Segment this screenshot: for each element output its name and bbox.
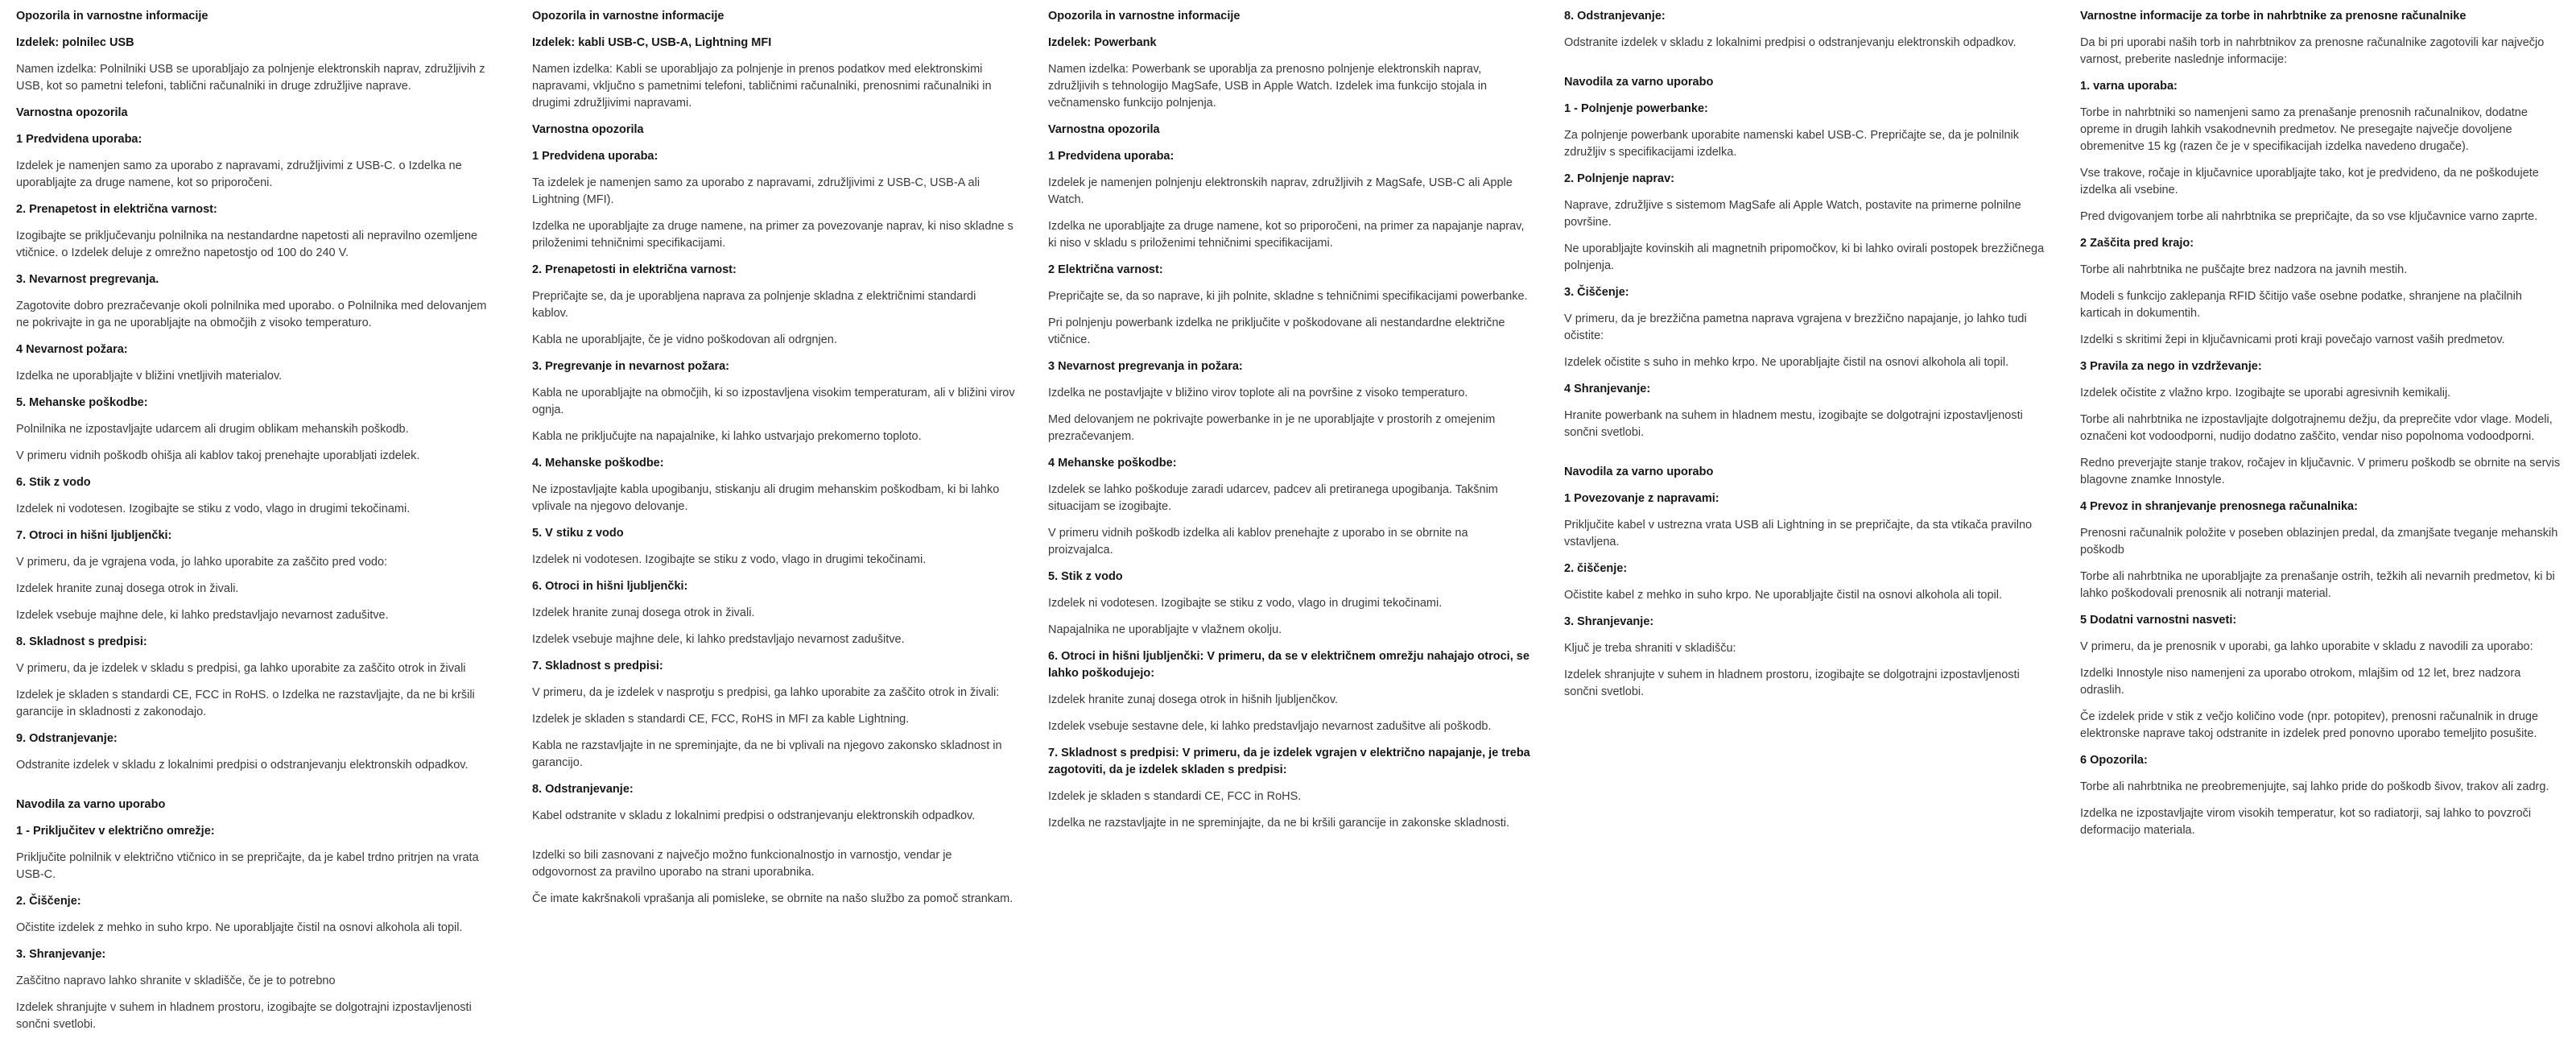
spacer — [16, 784, 499, 797]
section-heading: Navodila za varno uporabo — [16, 798, 166, 811]
section-heading: 2. čiščenje: — [1564, 562, 1628, 575]
paragraph: Izdelek shranjujte v suhem in hladnem prostoru, izogibajte se dolgotrajni izpostavljenosti sončni svetlobi. — [1564, 668, 2020, 698]
section-heading: 3 Pravila za nego in vzdrževanje: — [2080, 360, 2262, 373]
paragraph: Ta izdelek je namenjen samo za uporabo z napravami, združljivimi z USB-C, USB-A ali Lightning (MFI). — [532, 176, 980, 206]
section-heading: Izdelek: polnilec USB — [16, 36, 134, 49]
paragraph: Namen izdelka: Kabli se uporabljajo za polnjenje in prenos podatkov med elektronskimi napravami, vključno s pametnimi telefoni, tabličnimi računalniki, prenosnimi računalniki in drugimi združljivimi napravami. — [532, 63, 992, 110]
paragraph: Izdelka ne uporabljajte za druge namene, na primer za povezovanje naprav, ki niso skladne s priloženimi tehničnimi specifikacijami. — [532, 220, 1013, 250]
paragraph: Zagotovite dobro prezračevanje okoli polnilnika med uporabo. o Polnilnika med delovanjem ne pokrivajte in ga ne uporabljajte na območjih z visoko temperaturo. — [16, 300, 487, 329]
spacer — [1564, 61, 2047, 74]
paragraph: Izdelek vsebuje majhne dele, ki lahko predstavljajo nevarnost zadušitve. — [532, 633, 905, 646]
section-heading: 6. Otroci in hišni ljubljenčki: V primeru, da se v električnem omrežju nahajajo otroci, se lahko poškodujejo: — [1048, 650, 1530, 680]
paragraph: Zaščitno napravo lahko shranite v skladišče, če je to potrebno — [16, 974, 336, 987]
paragraph: Priključite polnilnik v električno vtičnico in se prepričajte, da je kabel trdno pritrjen na vrata USB-C. — [16, 851, 479, 881]
section-heading: 7. Skladnost s predpisi: V primeru, da je izdelek vgrajen v električno napajanje, je treba zagotoviti, da je izdelek skladen s predpisi: — [1048, 747, 1530, 776]
section-heading: 3. Pregrevanje in nevarnost požara: — [532, 360, 729, 373]
column-usb-charger — [16, 8, 499, 1043]
paragraph: Vse trakove, ročaje in ključavnice uporabljajte tako, kot je predvideno, da ne poškodujete izdelka ali vsebine. — [2080, 167, 2539, 197]
paragraph: Torbe ali nahrbtnika ne preobremenjujte, saj lahko pride do poškodb šivov, trakov ali zadrg. — [2080, 780, 2549, 793]
paragraph: Modeli s funkcijo zaklepanja RFID ščitijo vaše osebne podatke, shranjene na plačilnih karticah in dokumentih. — [2080, 290, 2522, 320]
paragraph: Izdelki Innostyle niso namenjeni za uporabo otrokom, mlajšim od 12 let, brez nadzora odraslih. — [2080, 667, 2521, 697]
section-heading: 5. V stiku z vodo — [532, 527, 624, 540]
paragraph: Izogibajte se priključevanju polnilnika na nestandardne napetosti ali nepravilno ozemljene vtičnice. o Izdelek deluje z omrežno napetostjo od 100 do 240 V. — [16, 230, 478, 259]
section-heading: 7. Otroci in hišni ljubljenčki: — [16, 529, 172, 542]
paragraph: Če imate kakršnakoli vprašanja ali pomisleke, se obrnite na našo službo za pomoč strankam. — [532, 892, 1013, 905]
paragraph: Izdelek očistite z vlažno krpo. Izogibajte se uporabi agresivnih kemikalij. — [2080, 387, 2451, 399]
section-heading: Izdelek: kabli USB-C, USB-A, Lightning MFI — [532, 36, 772, 49]
section-heading: 3 Nevarnost pregrevanja in požara: — [1048, 360, 1243, 373]
paragraph: Polnilnika ne izpostavljajte udarcem ali drugim oblikam mehanskih poškodb. — [16, 423, 409, 436]
paragraph: Izdelka ne izpostavljajte virom visokih temperatur, kot so radiatorji, saj lahko to povzroči deformacijo materiala. — [2080, 807, 2532, 837]
section-heading: Izdelek: Powerbank — [1048, 36, 1157, 49]
section-heading: 8. Skladnost s predpisi: — [16, 635, 147, 648]
paragraph: Izdelek shranjujte v suhem in hladnem prostoru, izogibajte se dolgotrajni izpostavljenosti sončni svetlobi. — [16, 1001, 472, 1031]
section-heading: Varnostna opozorila — [1048, 123, 1160, 136]
paragraph: Za polnjenje powerbank uporabite namenski kabel USB-C. Prepričajte se, da je polnilnik združljiv s specifikacijami izdelka. — [1564, 129, 2020, 159]
paragraph: Izdelek je skladen s standardi CE, FCC in RoHS. o Izdelka ne razstavljajte, da ne bi kršili garancije in skladnosti z zakonodajo. — [16, 689, 475, 718]
section-heading: Navodila za varno uporabo — [1564, 76, 1714, 89]
paragraph: Izdelki s skritimi žepi in ključavnicami proti kraji povečajo varnost vaših predmetov. — [2080, 333, 2505, 346]
section-heading: 8. Odstranjevanje: — [532, 783, 634, 796]
paragraph: Priključite kabel v ustrezna vrata USB ali Lightning in se prepričajte, da sta vtikača pravilno vstavljena. — [1564, 519, 2033, 548]
paragraph: Očistite kabel z mehko in suho krpo. Ne uporabljajte čistil na osnovi alkohola ali topil. — [1564, 589, 2003, 602]
paragraph: V primeru, da je izdelek v skladu s predpisi, ga lahko uporabite za zaščito otrok in živali — [16, 662, 466, 675]
spacer — [1564, 451, 2047, 464]
section-heading: 3. Shranjevanje: — [16, 948, 106, 961]
section-heading: 4. Mehanske poškodbe: — [532, 457, 664, 470]
paragraph: Izdelek ni vodotesen. Izogibajte se stiku z vodo, vlago in drugimi tekočinami. — [532, 553, 927, 566]
section-heading: 6 Opozorila: — [2080, 754, 2148, 767]
section-heading: 5. Mehanske poškodbe: — [16, 396, 148, 409]
section-heading: 1 - Polnjenje powerbanke: — [1564, 102, 1708, 115]
section-heading: 5 Dodatni varnostni nasveti: — [2080, 614, 2237, 627]
paragraph: Namen izdelka: Powerbank se uporablja za prenosno polnjenje elektronskih naprav, združljivih s tehnologijo MagSafe, USB in Apple Watch. Izdelek ima funkcijo stojala in večnamensko funkcijo polnjenja. — [1048, 63, 1488, 110]
paragraph: Kabel odstranite v skladu z lokalnimi predpisi o odstranjevanju elektronskih odpadkov. — [532, 809, 976, 822]
paragraph: Torbe ali nahrbtnika ne uporabljajte za prenašanje ostrih, težkih ali nevarnih predmetov, ki bi lahko poškodovali prenosnik ali notranji material. — [2080, 570, 2555, 600]
paragraph: Izdelek očistite s suho in mehko krpo. Ne uporabljajte čistil na osnovi alkohola ali topil. — [1564, 356, 2009, 369]
paragraph: Izdelek hranite zunaj dosega otrok in živali. — [16, 582, 239, 595]
paragraph: Izdelka ne uporabljajte za druge namene, kot so priporočeni, na primer za napajanje naprav, ki niso v skladu s priloženimi tehničnimi specifikacijami. — [1048, 220, 1525, 250]
paragraph: Hranite powerbank na suhem in hladnem mestu, izogibajte se dolgotrajni izpostavljenosti sončni svetlobi. — [1564, 409, 2023, 439]
paragraph: Izdelek je namenjen samo za uporabo z napravami, združljivimi z USB-C. o Izdelka ne uporabljajte za druge namene, kot so priporočeni. — [16, 159, 462, 189]
paragraph: Izdelka ne postavljajte v bližino virov toplote ali na površine z visoko temperaturo. — [1048, 387, 1468, 399]
paragraph: V primeru, da je vgrajena voda, jo lahko uporabite za zaščito pred vodo: — [16, 556, 388, 569]
paragraph: Izdelek ni vodotesen. Izogibajte se stiku z vodo, vlago in drugimi tekočinami. — [1048, 597, 1443, 610]
section-heading: 2. Prenapetosti in električna varnost: — [532, 263, 737, 276]
paragraph: Izdelek hranite zunaj dosega otrok in živali. — [532, 606, 755, 619]
section-heading: 3. Nevarnost pregrevanja. — [16, 273, 159, 286]
section-heading: 4 Shranjevanje: — [1564, 383, 1651, 395]
paragraph: Izdelek je namenjen polnjenju elektronskih naprav, združljivih z MagSafe, USB-C ali Apple Watch. — [1048, 176, 1513, 206]
section-heading: Varnostne informacije za torbe in nahrbtnike za prenosne računalnike — [2080, 10, 2467, 23]
section-heading: 2 Električna varnost: — [1048, 263, 1163, 276]
paragraph: Kabla ne uporabljajte na območjih, ki so izpostavljena visokim temperaturam, ali v bližini virov ognja. — [532, 387, 1015, 416]
paragraph: Pri polnjenju powerbank izdelka ne priključite v poškodovane ali nestandardne električne vtičnice. — [1048, 317, 1505, 346]
section-heading: 4 Mehanske poškodbe: — [1048, 457, 1177, 470]
paragraph: Kabla ne priključujte na napajalnike, ki lahko ustvarjajo prekomerno toploto. — [532, 430, 922, 443]
paragraph: Redno preverjajte stanje trakov, ročajev in ključavnic. V primeru poškodb se obrnite na servis blagovne znamke Innostyle. — [2080, 457, 2561, 486]
paragraph: Izdelek vsebuje sestavne dele, ki lahko predstavljajo nevarnost zadušitve ali poškodb. — [1048, 720, 1492, 733]
section-heading: Navodila za varno uporabo — [1564, 466, 1714, 478]
paragraph: Izdelka ne uporabljajte v bližini vnetljivih materialov. — [16, 370, 283, 383]
paragraph: Izdelek ni vodotesen. Izogibajte se stiku z vodo, vlago in drugimi tekočinami. — [16, 503, 411, 515]
section-heading: 2 Zaščita pred krajo: — [2080, 237, 2194, 250]
paragraph: Torbe ali nahrbtnika ne puščajte brez nadzora na javnih mestih. — [2080, 263, 2408, 276]
paragraph: Prepričajte se, da so naprave, ki jih polnite, skladne s tehničnimi specifikacijami powerbanke. — [1048, 290, 1528, 303]
paragraph: Pred dvigovanjem torbe ali nahrbtnika se prepričajte, da so vse ključavnice varno zaprte. — [2080, 210, 2538, 223]
paragraph: Odstranite izdelek v skladu z lokalnimi predpisi o odstranjevanju elektronskih odpadkov. — [16, 759, 469, 772]
section-heading: 2. Polnjenje naprav: — [1564, 172, 1674, 185]
section-heading: 1 - Priključitev v električno omrežje: — [16, 825, 215, 838]
paragraph: Izdelek hranite zunaj dosega otrok in hišnih ljubljenčkov. — [1048, 693, 1339, 706]
section-heading: 4 Prevoz in shranjevanje prenosnega računalnika: — [2080, 500, 2358, 513]
section-heading: 7. Skladnost s predpisi: — [532, 660, 663, 672]
section-heading: Opozorila in varnostne informacije — [532, 10, 724, 23]
section-heading: 1 Predvidena uporaba: — [532, 150, 658, 163]
spacer — [532, 834, 1015, 847]
section-heading: 6. Otroci in hišni ljubljenčki: — [532, 580, 688, 593]
paragraph: Ne uporabljajte kovinskih ali magnetnih pripomočkov, ki bi lahko ovirali postopek brezžičnega polnjenja. — [1564, 242, 2045, 272]
paragraph: Prenosni računalnik položite v poseben oblazinjen predal, da zmanjšate tveganje mehanskih poškodb — [2080, 527, 2558, 557]
paragraph: Kabla ne razstavljajte in ne spreminjajte, da ne bi vplivali na njegovo zakonsko skladnost in garancijo. — [532, 739, 1002, 769]
paragraph: Izdelek je skladen s standardi CE, FCC, RoHS in MFI za kable Lightning. — [532, 713, 910, 726]
paragraph: Izdelek vsebuje majhne dele, ki lahko predstavljajo nevarnost zadušitve. — [16, 609, 389, 622]
section-heading: 8. Odstranjevanje: — [1564, 10, 1666, 23]
paragraph: V primeru vidnih poškodb izdelka ali kablov prenehajte z uporabo in se obrnite na proizvajalca. — [1048, 527, 1468, 557]
paragraph: V primeru, da je prenosnik v uporabi, ga lahko uporabite v skladu z navodili za uporabo: — [2080, 640, 2533, 653]
paragraph: Napajalnika ne uporabljajte v vlažnem okolju. — [1048, 623, 1282, 636]
paragraph: Torbe ali nahrbtnika ne izpostavljajte dolgotrajnemu dežju, da preprečite vdor vlage. Modeli, označeni kot vodoodporni, nudijo dodatno zaščito, vendar niso popolnoma vodoodporni. — [2080, 413, 2553, 443]
section-heading: 1. varna uporaba: — [2080, 80, 2178, 93]
paragraph: V primeru vidnih poškodb ohišja ali kablov takoj prenehajte uporabljati izdelek. — [16, 449, 420, 462]
section-heading: 3. Shranjevanje: — [1564, 615, 1654, 628]
column-cables — [532, 8, 1015, 1043]
paragraph: V primeru, da je brezžična pametna naprava vgrajena v brezžično napajanje, jo lahko tudi očistite: — [1564, 312, 2027, 342]
section-heading: 1 Predvidena uporaba: — [16, 133, 142, 146]
paragraph: Izdelki so bili zasnovani z največjo možno funkcionalnostjo in varnostjo, vendar je odgovornost za pravilno uporabo na strani uporabnika. — [532, 849, 952, 879]
section-heading: Varnostna opozorila — [532, 123, 644, 136]
section-heading: 5. Stik z vodo — [1048, 570, 1123, 583]
section-heading: 6. Stik z vodo — [16, 476, 91, 489]
paragraph: Torbe in nahrbtniki so namenjeni samo za prenašanje prenosnih računalnikov, dodatne opreme in drugih lahkih vsakodnevnih predmetov. Ne presegajte največje dovoljene obremenitve 15 kg (razen če je v specifikacijah izdelka navedeno drugače). — [2080, 106, 2528, 153]
section-heading: 4 Nevarnost požara: — [16, 343, 128, 356]
section-heading: 3. Čiščenje: — [1564, 286, 1629, 299]
column-laptop-bags — [2080, 8, 2563, 1043]
paragraph: V primeru, da je izdelek v nasprotju s predpisi, ga lahko uporabite za zaščito otrok in živali: — [532, 686, 1000, 699]
section-heading: 1 Povezovanje z napravami: — [1564, 492, 1719, 505]
column-powerbank-continued — [1564, 8, 2047, 1043]
paragraph: Da bi pri uporabi naših torb in nahrbtnikov za prenosne računalnike zagotovili kar največjo varnost, preberite naslednje informacije: — [2080, 36, 2545, 66]
paragraph: Kabla ne uporabljajte, če je vidno poškodovan ali odrgnjen. — [532, 333, 837, 346]
paragraph: Prepričajte se, da je uporabljena naprava za polnjenje skladna z električnimi standardi kablov. — [532, 290, 976, 320]
section-heading: Opozorila in varnostne informacije — [1048, 10, 1241, 23]
section-heading: 1 Predvidena uporaba: — [1048, 150, 1174, 163]
paragraph: Izdelek se lahko poškoduje zaradi udarcev, padcev ali pretiranega upogibanja. Takšnim situacijam se izogibajte. — [1048, 483, 1498, 513]
section-heading: 2. Prenapetost in električna varnost: — [16, 203, 217, 216]
section-heading: Varnostna opozorila — [16, 106, 128, 119]
section-heading: 2. Čiščenje: — [16, 895, 81, 908]
column-powerbank — [1048, 8, 1531, 1043]
paragraph: Med delovanjem ne pokrivajte powerbanke in je ne uporabljajte v prostorih z omejenim prezračevanjem. — [1048, 413, 1496, 443]
paragraph: Izdelek je skladen s standardi CE, FCC in RoHS. — [1048, 790, 1302, 803]
paragraph: Odstranite izdelek v skladu z lokalnimi predpisi o odstranjevanju elektronskih odpadkov. — [1564, 36, 2017, 49]
paragraph: Izdelka ne razstavljajte in ne spreminjajte, da ne bi kršili garancije in zakonske skladnosti. — [1048, 817, 1510, 830]
paragraph: Naprave, združljive s sistemom MagSafe ali Apple Watch, postavite na primerne polnilne površine. — [1564, 199, 2021, 229]
paragraph: Ključ je treba shraniti v skladišču: — [1564, 642, 1736, 655]
paragraph: Če izdelek pride v stik z večjo količino vode (npr. potopitev), prenosni računalnik in druge elektronske naprave takoj odstranite in izdelek pred ponovno uporabo temeljito posušite. — [2080, 710, 2539, 740]
paragraph: Očistite izdelek z mehko in suho krpo. Ne uporabljajte čistil na osnovi alkohola ali topil. — [16, 921, 463, 934]
section-heading: Opozorila in varnostne informacije — [16, 10, 208, 23]
section-heading: 9. Odstranjevanje: — [16, 732, 118, 745]
paragraph: Namen izdelka: Polnilniki USB se uporabljajo za polnjenje elektronskih naprav, združljivih z USB, kot so pametni telefoni, tablični računalniki in druge združljive naprave. — [16, 63, 485, 93]
paragraph: Ne izpostavljajte kabla upogibanju, stiskanju ali drugim mehanskim poškodbam, ki bi lahko vplivale na njegovo delovanje. — [532, 483, 1000, 513]
